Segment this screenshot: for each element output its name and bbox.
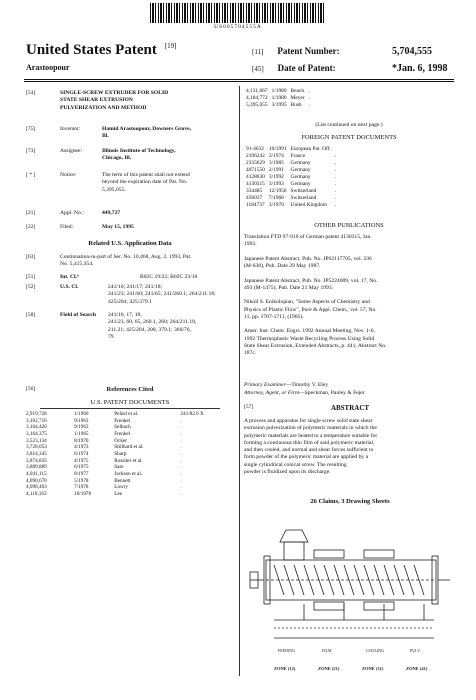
drawing-label: FILM [322,648,332,653]
us-reference-row-cell: 4,041,115 [26,470,47,477]
field-of-search-label: Field of Search [60,312,96,318]
field-58-code: [58] [26,312,36,318]
foreign-reference-row-cell: . [334,153,337,160]
us-reference-row-cell: Frenkel [114,430,131,437]
us-reference-row-cell: Lowry [114,484,129,491]
date-of-patent: *Jan. 6, 1998 [392,63,448,74]
int-cl-label: Int. Cl.⁶ [60,274,79,280]
field-54-code: [54] [26,90,36,96]
foreign-reference-row [246,153,340,160]
inventor-label: Inventor: [60,126,81,132]
field-73-code: [73] [26,148,36,154]
attorney: Attorney, Agent, or Firm—Speckman, Pauley & Fejer [244,390,365,396]
us-reference-row [26,491,234,498]
foreign-reference-row-cell: . [334,188,337,195]
foreign-reference-row-cell: 3/1974 [268,153,284,160]
us-reference-row-cell: 6/1974 [74,450,89,457]
foreign-reference-row-cell: 456037 [246,195,263,202]
inventor-surname: Arastoopour [26,63,70,72]
foreign-reference-row-cell: 3/1970 [268,202,284,209]
us-reference-row-cell: 3,102,716 [26,417,47,424]
foreign-reference-row-cell: 10/1991 [268,146,287,152]
column-divider [239,86,240,676]
notice-value: The term of this patent shall not extend beyond the expiration date of Pat. No. 5,395,055. [102,172,190,193]
foreign-reference-row-cell: 2335629 [246,160,265,167]
us-reference-row-cell: Bennett [114,477,131,484]
filed-label: Filed: [60,224,74,230]
foreign-reference-row-cell: Germany [290,160,311,167]
foreign-reference-row-cell: Germany [290,174,311,181]
foreign-reference-row-cell: 1184737 [246,202,265,209]
foreign-reference-row [246,146,340,153]
foreign-reference-row-cell: 3/1993 [268,181,284,188]
field-of-search-value: 241/16, 17, 18, 241/23, 60, 65, 260.1, 260; 264/211.18, 211.21; 425/204, 208, 379.1; 366/76, 79 [108,312,197,340]
us-reference-row-cell: Frenkel [114,417,131,424]
continued-reference-row-cell: 1/1980 [271,95,287,102]
us-reference-row-cell: 4/1975 [74,457,89,464]
foreign-reference-row [246,174,340,181]
barcode-number: US005704555A [214,24,262,30]
us-reference-row-cell: 4/1973 [74,444,89,451]
field-56-code: [56] [26,386,36,392]
foreign-reference-row-cell: 7/1968 [268,195,284,202]
us-reference-row-cell: Lee [114,490,123,497]
filed-value: May 15, 1995 [102,224,134,230]
us-reference-row-cell: 3,164,375 [26,430,47,437]
us-reference-row-cell: Sharp [114,450,127,457]
foreign-reference-row-cell: 3/1992 [268,174,284,181]
foreign-reference-row-cell: . [334,202,337,209]
foreign-reference-row-cell: . [334,195,337,202]
foreign-reference-row-cell: Germany [290,167,311,174]
foreign-reference-row-cell: Germany [290,181,311,188]
appl-no-label: Appl. No.: [60,210,84,216]
field-51-code: [51] [26,274,36,280]
us-cl-value: 241/16; 241/17; 241/18; 241/23; 241/60; 241/65; 241/260.1; 264/211.18; 425/204; 425/379.1 [108,284,216,305]
date-row: [45] Date of Patent: [252,63,336,73]
continued-reference-row [246,88,314,95]
other-publications-title: OTHER PUBLICATIONS [314,222,384,229]
us-reference-row-cell: . [180,477,182,484]
continued-reference-row-cell: . [308,95,310,102]
us-reference-row [26,458,234,465]
us-reference-row-cell: . [180,470,182,477]
us-reference-row-cell: 6/1975 [74,464,89,471]
us-reference-row [26,478,234,485]
us-reference-row [26,424,234,431]
continued-reference-row-cell: Beach [290,88,305,94]
us-reference-row-cell: 5/1978 [74,477,89,484]
drawing-label: COOLING [366,648,384,653]
us-reference-row-cell: 4,098,463 [26,484,47,491]
us-reference-row-cell: . [180,484,182,491]
title-code: [19] [164,42,177,50]
continued-reference-row-cell: 1/1980 [271,88,287,94]
extruder-drawing [244,520,456,690]
continued-reference-row-cell: Meyer [290,95,305,102]
foreign-references-table [246,146,340,209]
us-reference-row-cell: . [180,450,182,457]
foreign-reference-row-cell: 91-4632 [246,146,264,152]
us-reference-row [26,438,234,445]
continued-reference-row-cell: Bush [290,102,302,109]
us-reference-row-cell: 3,728,053 [26,444,47,451]
us-reference-row-cell: 4,118,163 [26,490,47,497]
us-reference-row-cell: 3,523,134 [26,437,47,444]
us-reference-row-cell: Ocker [114,437,127,444]
us-reference-row-cell: . [180,457,182,464]
us-reference-row-cell: 9/1963 [74,424,89,431]
us-reference-row [26,431,234,438]
continued-reference-row-cell: . [308,88,310,94]
feed-hopper [284,542,304,560]
drawing-label: PULV. [410,648,421,653]
continued-references-table [246,88,314,109]
foreign-documents-title: FOREIGN PATENT DOCUMENTS [301,134,397,141]
us-reference-row-cell: . [180,417,182,424]
invention-title: SINGLE-SCREW EXTRUDER FOR SOLID STATE SHEAR EXTRUSION PULVERIZATION AND METHOD [60,90,169,111]
notice-code: [ * ] [26,172,36,178]
us-reference-row-cell: . [180,424,182,431]
continued-reference-row-cell: . [308,102,310,109]
foreign-reference-row-cell: Switzerland [290,195,317,202]
us-reference-row-cell: Selbach [114,424,131,431]
foreign-reference-row-cell [335,146,340,153]
us-reference-row [26,484,234,491]
us-reference-row-cell: Sato [114,464,124,471]
continued-reference-row-cell: 5,395,055 [246,102,268,109]
zone-label: ZONE (12) [274,666,296,671]
foreign-reference-row [246,195,340,202]
continuation-text: Continuation-in-part of Ser. No. 10,468, Aug. 2, 1993, Pat. No. 5,415,354. [60,254,192,268]
continued-reference-row [246,95,314,102]
drawing-label: FEEDING [278,648,296,653]
us-reference-row-cell: 2,919,728 [26,411,47,417]
foreign-reference-row-cell: United Kingdom [290,202,327,209]
us-reference-row-cell: . [180,430,182,437]
foreign-reference-row [246,167,340,174]
us-reference-row-cell: . [180,490,182,497]
continued-reference-row-cell: 3/1995 [271,102,287,109]
foreign-reference-row-cell: 2196242 [246,153,265,160]
us-reference-row-cell: 10/1978 [74,490,92,497]
us-reference-row-cell: 3,814,345 [26,450,47,457]
foreign-reference-row-cell: . [334,181,337,188]
abstract-title: ABSTRACT [330,404,370,412]
foreign-reference-row-cell: 4128630 [246,174,265,181]
us-reference-row [26,418,234,425]
us-reference-row-cell: 4,090,670 [26,477,47,484]
patent-number: 5,704,555 [392,46,432,57]
field-75-code: [75] [26,126,36,132]
header-rule-2 [24,81,454,82]
assignee-value: Illinois Institute of Technology, Chicago, Ill. [102,148,176,162]
us-reference-row-cell: 8/1970 [74,437,89,444]
foreign-reference-row-cell: 334485 [246,188,263,195]
us-reference-row-cell: Jackson et al. [114,470,143,477]
us-reference-row [26,451,234,458]
list-continued-note: (List continued on next page.) [315,122,383,128]
field-52-code: [52] [26,284,36,290]
field-57-code: [57] [244,404,254,410]
related-data-title: Related U.S. Application Data [88,240,172,247]
foreign-reference-row [246,202,340,209]
us-reference-row-cell: Rossiter et al. [114,457,143,464]
us-reference-row-cell: . [180,444,182,451]
zone-label: ZONE (41) [406,666,428,671]
us-reference-row-cell: 241/82.6 X [180,411,204,417]
us-reference-row [26,411,234,418]
us-reference-row-cell: 9/1963 [74,417,89,424]
us-reference-row [26,464,234,471]
zone-label: ZONE (31) [362,666,384,671]
claims-summary: 26 Claims, 3 Drawing Sheets [310,498,390,505]
header-rule [24,79,454,80]
us-reference-row-cell: 1/1965 [74,430,89,437]
us-references-table [26,411,234,498]
foreign-reference-row [246,160,340,167]
us-reference-row-cell: 8/1977 [74,470,89,477]
foreign-reference-row-cell: . [334,167,337,174]
us-reference-row-cell: . [180,464,182,471]
field-63-code: [63] [26,254,36,260]
foreign-reference-row-cell: 2/1991 [268,167,284,174]
continued-reference-row [246,102,314,109]
us-reference-row-cell: 1/1960 [74,411,89,417]
us-reference-row-cell: Stillhard et al. [114,444,144,451]
field-21-code: [21] [26,210,36,216]
int-cl-value: B02C 19/22; B02C 23/18 [140,274,198,280]
field-22-code: [22] [26,224,36,230]
foreign-reference-row-cell: 4130315 [246,181,265,188]
us-reference-row-cell: Pelzel et al. [114,411,139,417]
barcode [150,3,326,23]
foreign-reference-row-cell: . [334,160,337,167]
foreign-reference-row [246,181,340,188]
document-title: United States Patent [19] [26,42,177,58]
patent-number-row: [11] Patent Number: [252,46,340,56]
us-reference-row [26,444,234,451]
us-reference-row-cell: 3,889,889 [26,464,47,471]
us-reference-row-cell: 3,874,835 [26,457,47,464]
foreign-reference-row-cell: . [334,174,337,181]
us-patent-documents-title: U.S. PATENT DOCUMENTS [90,399,170,406]
continued-reference-row-cell: 4,131,667 [246,88,268,94]
us-docs-rule [40,408,220,409]
zone-label: ZONE (21) [318,666,340,671]
assignee-label: Assignee: [60,148,83,154]
us-reference-row [26,471,234,478]
foreign-reference-row-cell: 3/1985 [268,160,284,167]
foreign-reference-row-cell: European Pat. Off. [290,146,331,152]
foreign-reference-row-cell: 4071550 [246,167,265,174]
foreign-reference-row [246,188,340,195]
notice-label: Notice: [60,172,77,178]
references-cited-title: References Cited [106,386,154,393]
appl-no-value: 449,727 [102,210,121,216]
inventor-value: Hamid Arastoopour, Downers Grove, Ill. [102,126,192,140]
abstract-text: A process and apparatus for single screw solid state shear extrusion pulverization of polymeric materials in which the polymeric materials are heated to a temperature suitable for forming a continuous thin film of said polymeric material, and then cooled, and normal and shear forces sufficient to form powder of the polymeric material are applied by a single cylindrical conical screw. The resulting powder is fluidized upon its discharge. [244,418,378,475]
primary-examiner: Primary Examiner—Timothy V. Eley [244,382,329,388]
foreign-reference-row-cell: Switzerland [290,188,317,195]
continued-reference-row-cell: 4,184,772 [246,95,268,102]
us-reference-row-cell: 3,104,420 [26,424,47,431]
us-cl-label: U.S. Cl. [60,284,79,290]
other-publications-text: Translation FTD 97-910 of German patent 4130315, Jan. 1993. Japanese Patent Abstract, Pub. No. JP62117705, vol. 336 (M-638), Pub. Date 29 May 1987. Japanese Patent Abstract, Pub. No. JP5224009, vol. 17, No. 493 (M-1475), Pub. Date 21 May 1993. Nikoll S. Enikolopian, "Some Aspects of Chemistry and Physics of Plastic Flow", Pure & Appl. Chem., vol. 57, No. 11, pp. 1707-1711, (1985). Amer. Inst. Chem. Engrs. 1992 Annual Meeting, Nov. 1-6, 1992 Thermoplastic Waste Recycling Process Using Solid State Shear Extrusion, Extended Abstracts, p. 441, Abstract No. 187c. [244,234,387,357]
foreign-reference-row-cell: 12/1958 [268,188,287,195]
foreign-reference-row-cell: France [290,153,306,160]
us-reference-row-cell: 7/1978 [74,484,89,491]
us-reference-row-cell: . [180,437,182,444]
